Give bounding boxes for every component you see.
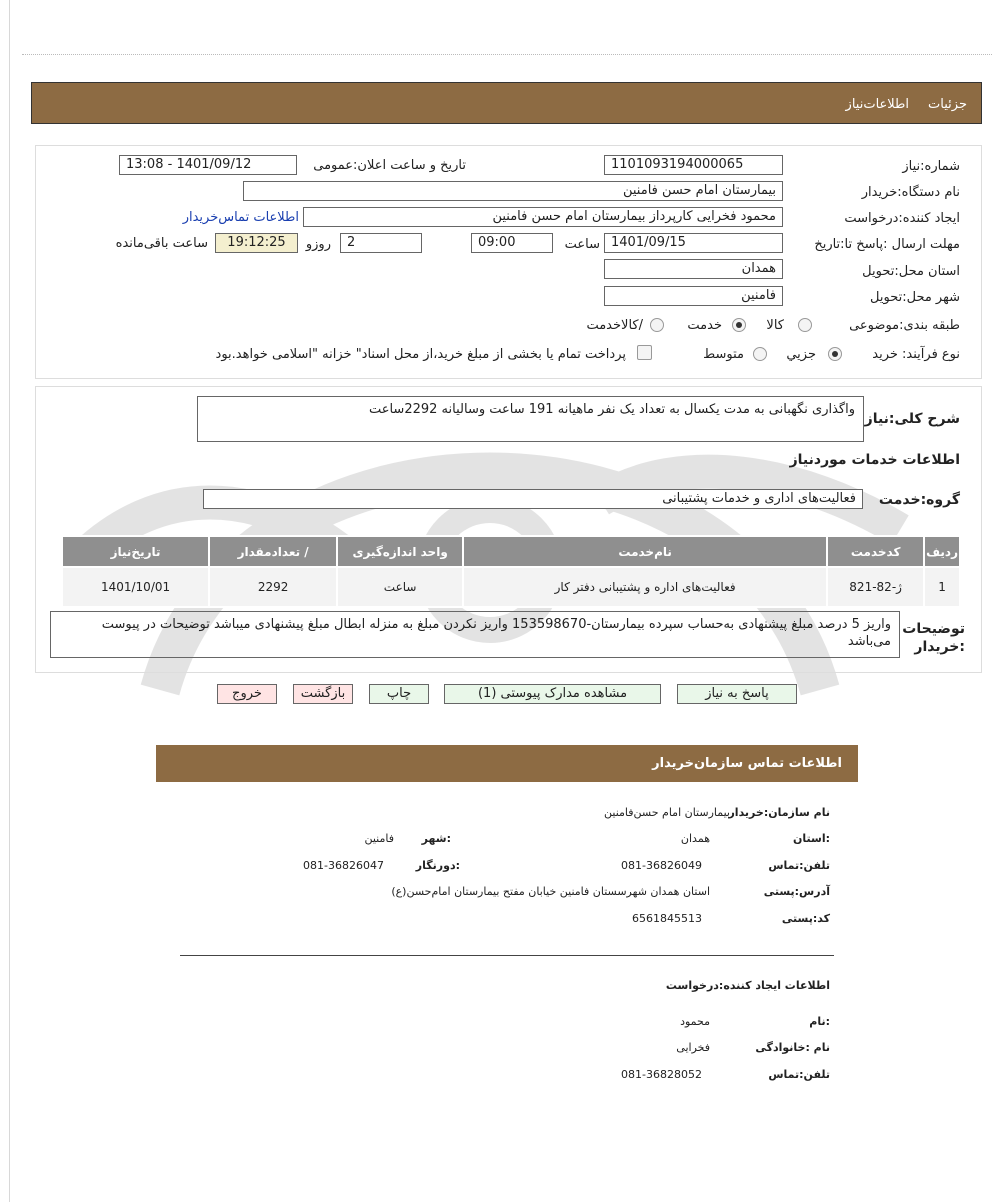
deadline-label: مهلت ارسال :پاسخ تا:تاریخ xyxy=(814,237,960,252)
process-label: نوع فرآیند: خرید xyxy=(872,347,960,362)
description-label: شرح کلی:نیاز xyxy=(864,411,960,427)
category-service-label: خدمت xyxy=(687,318,722,333)
contact-fax-value: 081-36826047 xyxy=(303,859,384,872)
contact-postal-label: کد:پستی xyxy=(781,912,830,925)
deadline-date-field: 1401/09/15 xyxy=(604,233,783,253)
creator-title: اطلاعات ایجاد کننده:درخواست xyxy=(665,979,830,992)
col-need-date: تاریخ‌نیاز xyxy=(62,536,209,567)
buyer-org-field: بیمارستان امام حسن فامنین xyxy=(243,181,783,201)
cell-unit: ساعت xyxy=(337,567,463,607)
province-field: همدان xyxy=(604,259,783,279)
buyer-org-label: نام دستگاه:خریدار xyxy=(861,185,960,200)
service-group-label: گروه:خدمت xyxy=(878,492,960,508)
services-title: اطلاعات خدمات موردنیاز xyxy=(789,452,960,468)
days-label: روزو xyxy=(305,237,331,252)
col-unit: واحد اندازه‌گیری xyxy=(337,536,463,567)
buyer-notes-label: توضیحات :خریدار xyxy=(902,621,965,655)
treasury-payment-checkbox[interactable] xyxy=(637,345,652,360)
need-number-label: شماره:نیاز xyxy=(902,159,960,174)
need-number-field: 1101093194000065 xyxy=(604,155,783,175)
print-button[interactable]: چاپ xyxy=(369,684,429,704)
col-quantity: / تعدادمقدار xyxy=(209,536,337,567)
creator-family-label: نام :خانوادگی xyxy=(755,1041,830,1054)
exit-button[interactable]: خروج xyxy=(217,684,277,704)
buyer-notes-field: واریز 5 درصد مبلغ پیشنهادی به‌حساب سپرده بیمارستان-153598670 واریز نکردن مبلغ به منزله ابطال مبلغ پیشنهادی میباشد توضیحات در پیوست می‌باشد xyxy=(50,611,900,658)
remaining-time-field: 19:12:25 xyxy=(215,233,298,253)
process-small-radio[interactable] xyxy=(828,347,842,361)
contact-org-label: نام سازمان:خریدار xyxy=(728,806,830,819)
time-label: ساعت xyxy=(564,237,600,252)
contact-divider xyxy=(180,955,834,956)
province-label: استان محل:تحویل xyxy=(862,264,960,279)
contact-phone-value: 081-36826049 xyxy=(621,859,702,872)
contact-title: اطلاعات تماس سازمان‌خریدار xyxy=(652,756,842,771)
description-field: واگذاری نگهبانی به مدت یکسال به تعداد یک نفر ماهیانه 191 ساعت وسالیانه 2292ساعت xyxy=(197,396,864,442)
services-table xyxy=(61,535,961,608)
process-small-label: جزیي xyxy=(786,347,816,362)
contact-province-value: همدان xyxy=(680,832,710,845)
cell-quantity: 2292 xyxy=(209,567,337,607)
contact-address-label: آدرس:پستی xyxy=(763,885,830,898)
contact-city-value: فامنین xyxy=(364,832,394,845)
contact-province-label: :استان xyxy=(793,832,830,845)
process-medium-label: متوسط xyxy=(703,347,744,362)
tab-need-info[interactable]: اطلاعات‌نیاز xyxy=(845,97,909,112)
tab-details[interactable]: جزئیات xyxy=(928,97,967,112)
remaining-label: ساعت باقی‌مانده xyxy=(115,236,208,251)
category-goods-service-radio[interactable] xyxy=(650,318,664,332)
creator-phone-value: 081-36828052 xyxy=(621,1068,702,1081)
category-service-radio[interactable] xyxy=(732,318,746,332)
buyer-contact-link[interactable]: اطلاعات تماس‌خریدار xyxy=(182,210,299,225)
process-medium-radio[interactable] xyxy=(753,347,767,361)
reply-button[interactable]: پاسخ به نیاز xyxy=(677,684,797,704)
cell-need-date: 1401/10/01 xyxy=(62,567,209,607)
service-group-field: فعالیت‌های اداری و خدمات پشتیبانی xyxy=(203,489,863,509)
category-goods-label: کالا xyxy=(766,318,784,333)
col-service-name: نام‌خدمت xyxy=(463,536,827,567)
requester-label: ایجاد کننده:درخواست xyxy=(844,211,960,226)
announce-label: تاریخ و ساعت اعلان:عمومی xyxy=(313,158,466,173)
requester-field: محمود فخرایی کارپرداز بیمارستان امام حسن فامنین xyxy=(303,207,783,227)
attachments-button[interactable]: مشاهده مدارک پیوستی (1) xyxy=(444,684,661,704)
city-field: فامنین xyxy=(604,286,783,306)
contact-postal-value: 6561845513 xyxy=(632,912,702,925)
cell-service-name: فعالیت‌های اداره و پشتیبانی دفتر کار xyxy=(463,567,827,607)
page-left-border xyxy=(9,0,10,1202)
contact-org-value: بیمارستان امام حسن‌فامنین xyxy=(604,806,730,819)
payment-note: پرداخت تمام یا بخشی از مبلغ خرید،از محل اسناد" خزانه "اسلامی خواهد.بود xyxy=(215,347,626,362)
table-row xyxy=(62,567,960,607)
back-button[interactable]: بازگشت xyxy=(293,684,353,704)
announce-field: 1401/09/12 - 13:08 xyxy=(119,155,297,175)
col-service-code: کدخدمت xyxy=(827,536,924,567)
days-field: 2 xyxy=(340,233,422,253)
category-label: طبقه بندی:موضوعی xyxy=(849,318,960,333)
top-divider xyxy=(22,54,992,55)
contact-header xyxy=(156,745,858,782)
page-header xyxy=(31,82,982,124)
creator-phone-label: تلفن:تماس xyxy=(768,1068,830,1081)
table-header-row xyxy=(62,536,960,567)
cell-row: 1 xyxy=(924,567,960,607)
contact-fax-label: :دورنگار xyxy=(415,859,460,872)
contact-address-value: استان همدان شهرسستان فامنین خیابان مفتح بیمارستان امام‌حسن(ع) xyxy=(391,885,710,898)
cell-service-code: ژ-82-821 xyxy=(827,567,924,607)
contact-city-label: :شهر xyxy=(421,832,451,845)
deadline-time-field: 09:00 xyxy=(471,233,553,253)
creator-name-label: :نام xyxy=(809,1015,830,1028)
creator-name-value: محمود xyxy=(680,1015,710,1028)
contact-phone-label: تلفن:تماس xyxy=(768,859,830,872)
city-label: شهر محل:تحویل xyxy=(870,290,960,305)
creator-family-value: فخرایی xyxy=(676,1041,710,1054)
category-goods-service-label: /کالاخدمت xyxy=(586,318,643,333)
col-row: ردیف xyxy=(924,536,960,567)
category-goods-radio[interactable] xyxy=(798,318,812,332)
